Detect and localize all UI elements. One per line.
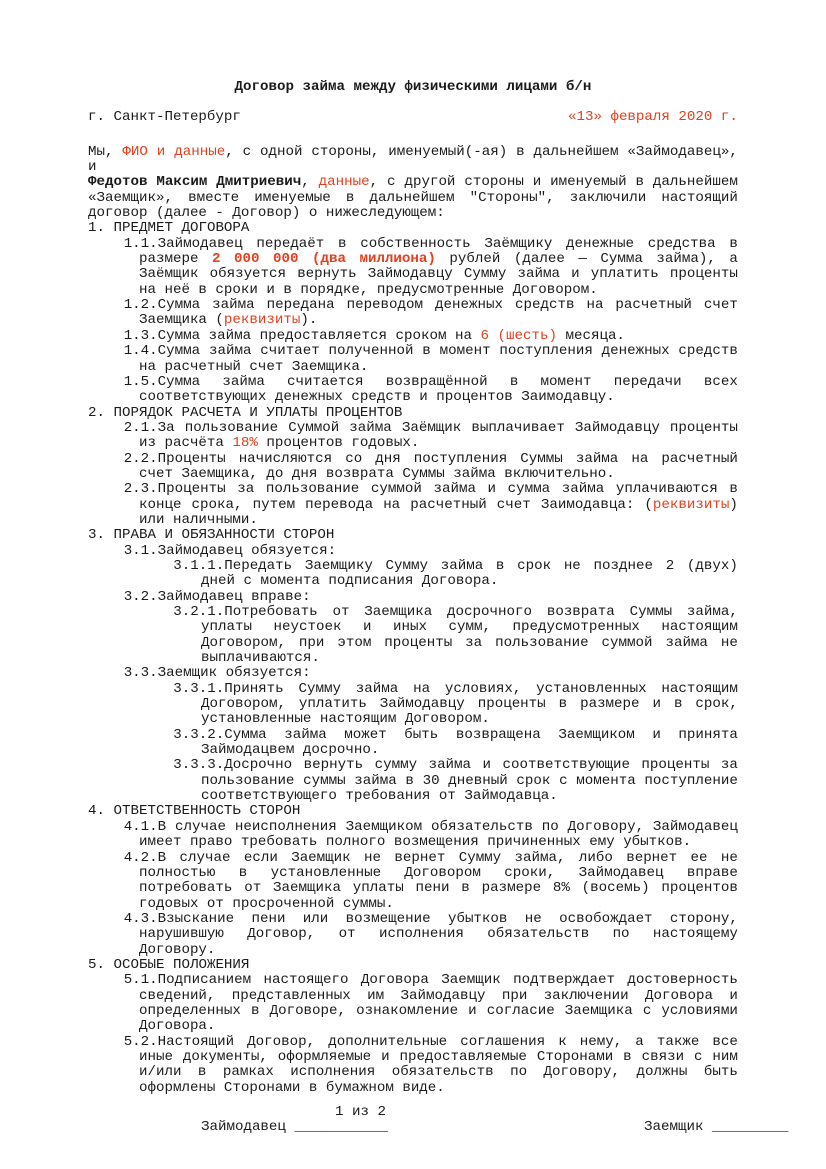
borrower-signature-line: _________ [711,1119,789,1136]
clause-number: 4. [88,803,114,820]
clause [88,298,738,329]
text-run: ПРАВА И ОБЯЗАННОСТИ СТОРОН [113,527,335,544]
clause-number: 3.2.1. [173,604,225,620]
text-run: Заемщик обязуется: [157,665,311,682]
text-run: , [301,174,319,191]
clause-number: 2. [88,404,114,421]
clause [88,544,738,559]
clause-number: 2.2. [123,450,158,467]
text-run: , с одной стороны, именуемый(-ая) в дальнейшем «Займодавец», и [88,143,738,176]
text-run: Досрочно вернуть сумму займа и соответствующие проценты за пользование суммы займа в 30 дневный срок с момента поступление соответствующего требования от Займодавца. [200,757,738,805]
section-heading [88,958,738,973]
text-run: рублей (далее — Сумма займа), а Заёмщик обязуется вернуть Займодавцу Сумму займа и уплатить проценты на неё в сроки и в порядке, предусмотренные Договором. [138,251,738,298]
section-heading [88,804,738,819]
clause-number: 1.4. [123,343,158,360]
text-run: Взыскание пени или возмещение убытков не освобождает сторону, нарушившую Договор, от исполнения обязательств по настоящему Договору. [138,910,738,958]
clause-number: 3.2. [123,588,158,605]
footer-lender-label: Займодавец [200,1119,286,1136]
clause-number: 3.3.2. [173,726,225,743]
clause-number: 4.2. [123,849,158,866]
text-run: В случае если Заемщик не вернет Сумму займа, либо вернет ее не полностью в установленные Договором сроки, Займодавец вправе потребовать от Заемщика уплаты пени в размере 8% (восемь) процентов годовых от просроченной суммы. [138,849,738,912]
text-run: процентов годовых. [257,435,420,452]
clause-number: 3.1.1. [173,557,225,574]
clause-number: 2.3. [123,481,158,498]
clause [88,1035,738,1096]
clause-number: 1.1. [123,235,158,252]
text-run: Потребовать от Заемщика досрочного возврата Суммы займа, уплаты неустоек и иных сумм, предусмотренных настоящим Договором, при этом проценты за пользование суммой займа не выплачиваются. [200,604,738,667]
text-run: Проценты начисляются со дня поступления Суммы займа на расчетный счет Заемщика, до дня возврата Суммы займа включительно. [138,450,738,482]
clause-number: 4.3. [123,910,158,927]
text-run: , с другой стороны и именуемый в дальнейшем «Заемщик», вместе именуемые в дальнейшем "Стороны", заключили настоящий договор (далее - Договор) о нижеследующем: [88,174,738,222]
clause-number: 3. [88,527,114,544]
clause-number: 5. [88,956,114,973]
clause [88,482,738,528]
clause [88,758,738,804]
text-run: ) или наличными. [138,496,738,528]
clause [88,344,738,375]
clause [88,728,738,759]
text-run: Сумма займа предоставляется сроком на [157,327,481,344]
clause-number: 1.3. [123,327,158,344]
clauses [88,221,738,1096]
highlighted-field: реквизиты [223,312,301,329]
clause-number: 4.1. [123,818,158,835]
preamble [88,145,738,222]
highlighted-field: данные [318,174,370,191]
clause-number: 3.3.1. [173,680,225,697]
text-run: Займодавец обязуется: [157,542,337,559]
text-run: Настоящий Договор, дополнительные соглашения к нему, а также все иные документы, оформляемые и предоставляемые Сторонами в связи с ним и/или в рамках исполнения обязательств по Договору, должны быть оформлены Сторонами в бумажном виде. [138,1033,738,1096]
clause-number: 3.1. [123,542,158,559]
clause-number: 3.3. [123,665,158,682]
text-run: месяца. [556,327,625,344]
clause [88,452,738,483]
lender-signature-line: ___________ [294,1119,388,1136]
text-run: Сумма займа считается возвращённой в момент передачи всех соответствующих денежных средств и процентов Заимодавцу. [138,373,738,406]
clause [88,421,738,452]
text-run: ОТВЕТСТВЕННОСТЬ СТОРОН [113,803,301,820]
clause-number: 5.2. [123,1033,158,1050]
highlighted-field: 6 (шесть) [480,327,557,344]
text-run: Принять Сумму займа на условиях, установленных настоящим Договором, уплатить Займодавцу проценты в размере и в срок, установленные настоящим Договором. [200,680,738,728]
text-run: Сумма займа передана переводом денежных средств на расчетный счет Заемщика ( [138,297,738,329]
page-title: Договор займа между физическими лицами б/н [234,79,592,95]
preamble-paragraph [88,145,738,176]
clause-number: 1. [88,220,114,237]
text-run: Займодавец передаёт в собственность Заёмщику денежные средства в размере [138,235,738,268]
text-run: За пользование Суммой займа Заёмщик выплачивает Займодавцу проценты из расчёта [138,419,738,452]
page-footer [88,1104,789,1136]
section-heading [88,406,738,421]
section-heading [88,221,738,236]
clause [88,973,738,1034]
clause [88,851,738,912]
section-heading [88,528,738,543]
city-name: г. Санкт-Петербург [88,109,241,126]
clause [88,912,738,958]
preamble-paragraph [88,175,738,221]
clause [88,666,738,681]
clause-number: 3.3.3. [173,757,225,774]
page-number: 1 из 2 [335,1104,386,1120]
clause [88,820,738,851]
text-run: Передать Заемщику Сумму займа в срок не позднее 2 (двух) дней с момента подписания Договора. [200,557,738,590]
clause [88,605,738,666]
highlighted-field: 2 000 000 (два миллиона) [211,251,436,268]
clause-number: 1.5. [123,373,158,390]
borrower-signature [576,1105,788,1151]
clause-number: 5.1. [123,972,158,989]
clause-number: 1.2. [123,297,158,314]
clause [88,682,738,728]
clause [88,237,738,298]
highlighted-field: реквизиты [652,496,730,513]
highlighted-field: ФИО и данные [122,143,226,160]
text-run: Сумма займа считает полученной в момент поступления денежных средств на расчетный счет Заемщика. [138,343,738,375]
clause [88,559,738,590]
text-run: Мы, [88,143,123,160]
text-run: ). [300,312,318,329]
text-run: Подписанием настоящего Договора Заемщик подтверждает достоверность сведений, представленных им Займодавцу при заключении Договора и определенных в Договоре, ознакомление и согласие Заемщика с условиями Договора. [138,972,738,1035]
document-date: «13» февраля 2020 г. [567,109,738,126]
text-run: ОСОБЫЕ ПОЛОЖЕНИЯ [113,956,250,973]
footer-borrower-label: Заемщик [643,1119,704,1136]
text-run: Федотов Максим Дмитриевич [88,174,302,191]
clause [88,329,738,344]
city-date-line [88,110,738,125]
text-run: Займодавец вправе: [157,588,311,605]
text-run: Проценты за пользование суммой займа и сумма займа уплачиваются в конце срока, путем перевода на расчетный счет Заимодавца: ( [138,481,738,513]
clause [88,590,738,605]
text-run: ПРЕДМЕТ ДОГОВОРА [113,220,250,237]
clause-number: 2.1. [123,419,158,436]
text-run: Сумма займа может быть возвращена Заемщиком и принята Займодацвем досрочно. [200,726,738,759]
clause [88,375,738,406]
text-run: В случае неисполнения Заемщиком обязательств по Договору, Займодавец имеет право требовать полного возмещения причиненных ему убытков. [138,818,738,851]
text-run: ПОРЯДОК РАСЧЕТА И УПЛАТЫ ПРОЦЕНТОВ [113,404,403,421]
highlighted-field: 18% [232,435,258,452]
